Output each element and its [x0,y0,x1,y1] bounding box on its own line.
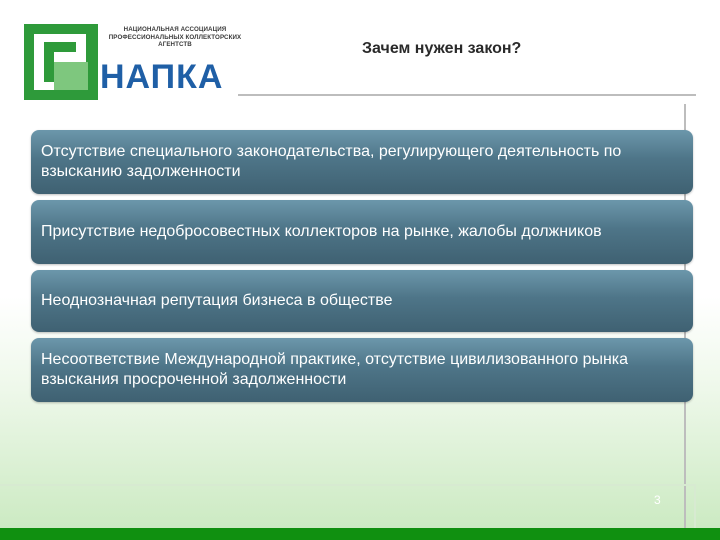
reason-text: Неоднозначная репутация бизнеса в обществе [41,292,393,309]
reason-text: Присутствие недобросовестных коллекторов на рынке, жалобы должников [41,223,602,240]
reason-box [31,200,693,264]
page-number: 3 [654,493,661,507]
reason-text: Отсутствие специального законодательства, регулирующего деятельность по взысканию задолженности [41,143,622,180]
napka-logo [24,24,242,100]
reason-box [31,270,693,332]
reason-box [31,338,693,402]
header-divider [238,94,696,96]
logo-name: НАПКА [100,58,224,96]
slide-title: Зачем нужен закон? [362,40,522,57]
footer-frame-line-right [694,484,696,528]
reason-box [31,130,693,194]
footer-frame-line [0,484,696,486]
reasons-list [31,130,693,408]
bottom-bar [0,528,720,540]
reason-text: Несоответствие Международной практике, отсутствие цивилизованного рынка взыскания просроченной задолженности [41,351,629,388]
napka-logo-mark [24,24,98,100]
logo-organization-text: НАЦИОНАЛЬНАЯ АССОЦИАЦИЯ ПРОФЕССИОНАЛЬНЫХ КОЛЛЕКТОРСКИХ АГЕНТСТВ [108,26,242,49]
